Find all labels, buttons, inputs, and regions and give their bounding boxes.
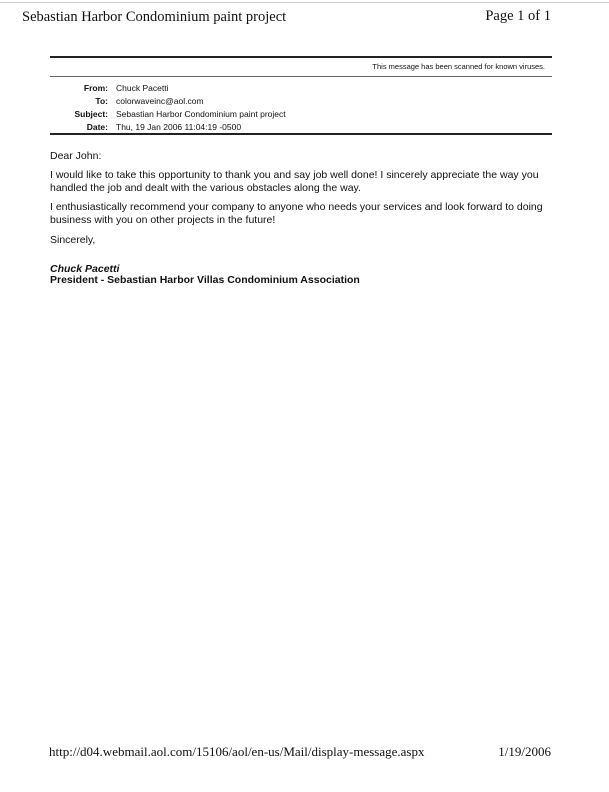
subject-row bbox=[50, 109, 552, 123]
closing: Sincerely, bbox=[50, 234, 96, 246]
to-value: colorwaveinc@aol.com bbox=[116, 96, 204, 106]
to-label: To: bbox=[95, 96, 108, 106]
print-footer-date: 1/19/2006 bbox=[498, 744, 551, 759]
from-value: Chuck Pacetti bbox=[116, 83, 169, 93]
paragraph-2: I enthusiastically recommend your company to anyone who needs your services and look forward to doing business with you on other projects in the future! bbox=[50, 201, 543, 226]
greeting: Dear John: bbox=[50, 150, 102, 162]
print-footer-url: http://d04.webmail.aol.com/15106/aol/en-us/Mail/display-message.aspx bbox=[49, 744, 425, 759]
virus-scan-notice: This message has been scanned for known viruses. bbox=[372, 62, 545, 71]
subject-value: Sebastian Harbor Condominium paint project bbox=[116, 109, 286, 119]
scan-top-rule bbox=[0, 2, 609, 3]
from-label: From: bbox=[83, 83, 108, 93]
subject-label: Subject: bbox=[74, 109, 108, 119]
scan-notice-divider bbox=[50, 76, 552, 77]
to-row bbox=[50, 96, 552, 110]
date-value: Thu, 19 Jan 2006 11:04:19 -0500 bbox=[116, 122, 242, 132]
paragraph-1: I would like to take this opportunity to thank you and say job well done! I sincerely appreciate the way you handled the job and dealt with the various obstacles along the way. bbox=[50, 169, 539, 194]
date-label: Date: bbox=[86, 122, 108, 132]
header-top-rule bbox=[50, 56, 552, 58]
signature-name: Chuck Pacetti bbox=[50, 263, 120, 275]
print-header-title: Sebastian Harbor Condominium paint project bbox=[22, 9, 287, 25]
from-row bbox=[50, 83, 552, 97]
signature-title: President - Sebastian Harbor Villas Condominium Association bbox=[50, 274, 360, 286]
print-page-number: Page 1 of 1 bbox=[485, 8, 551, 24]
header-bottom-rule bbox=[50, 133, 552, 135]
